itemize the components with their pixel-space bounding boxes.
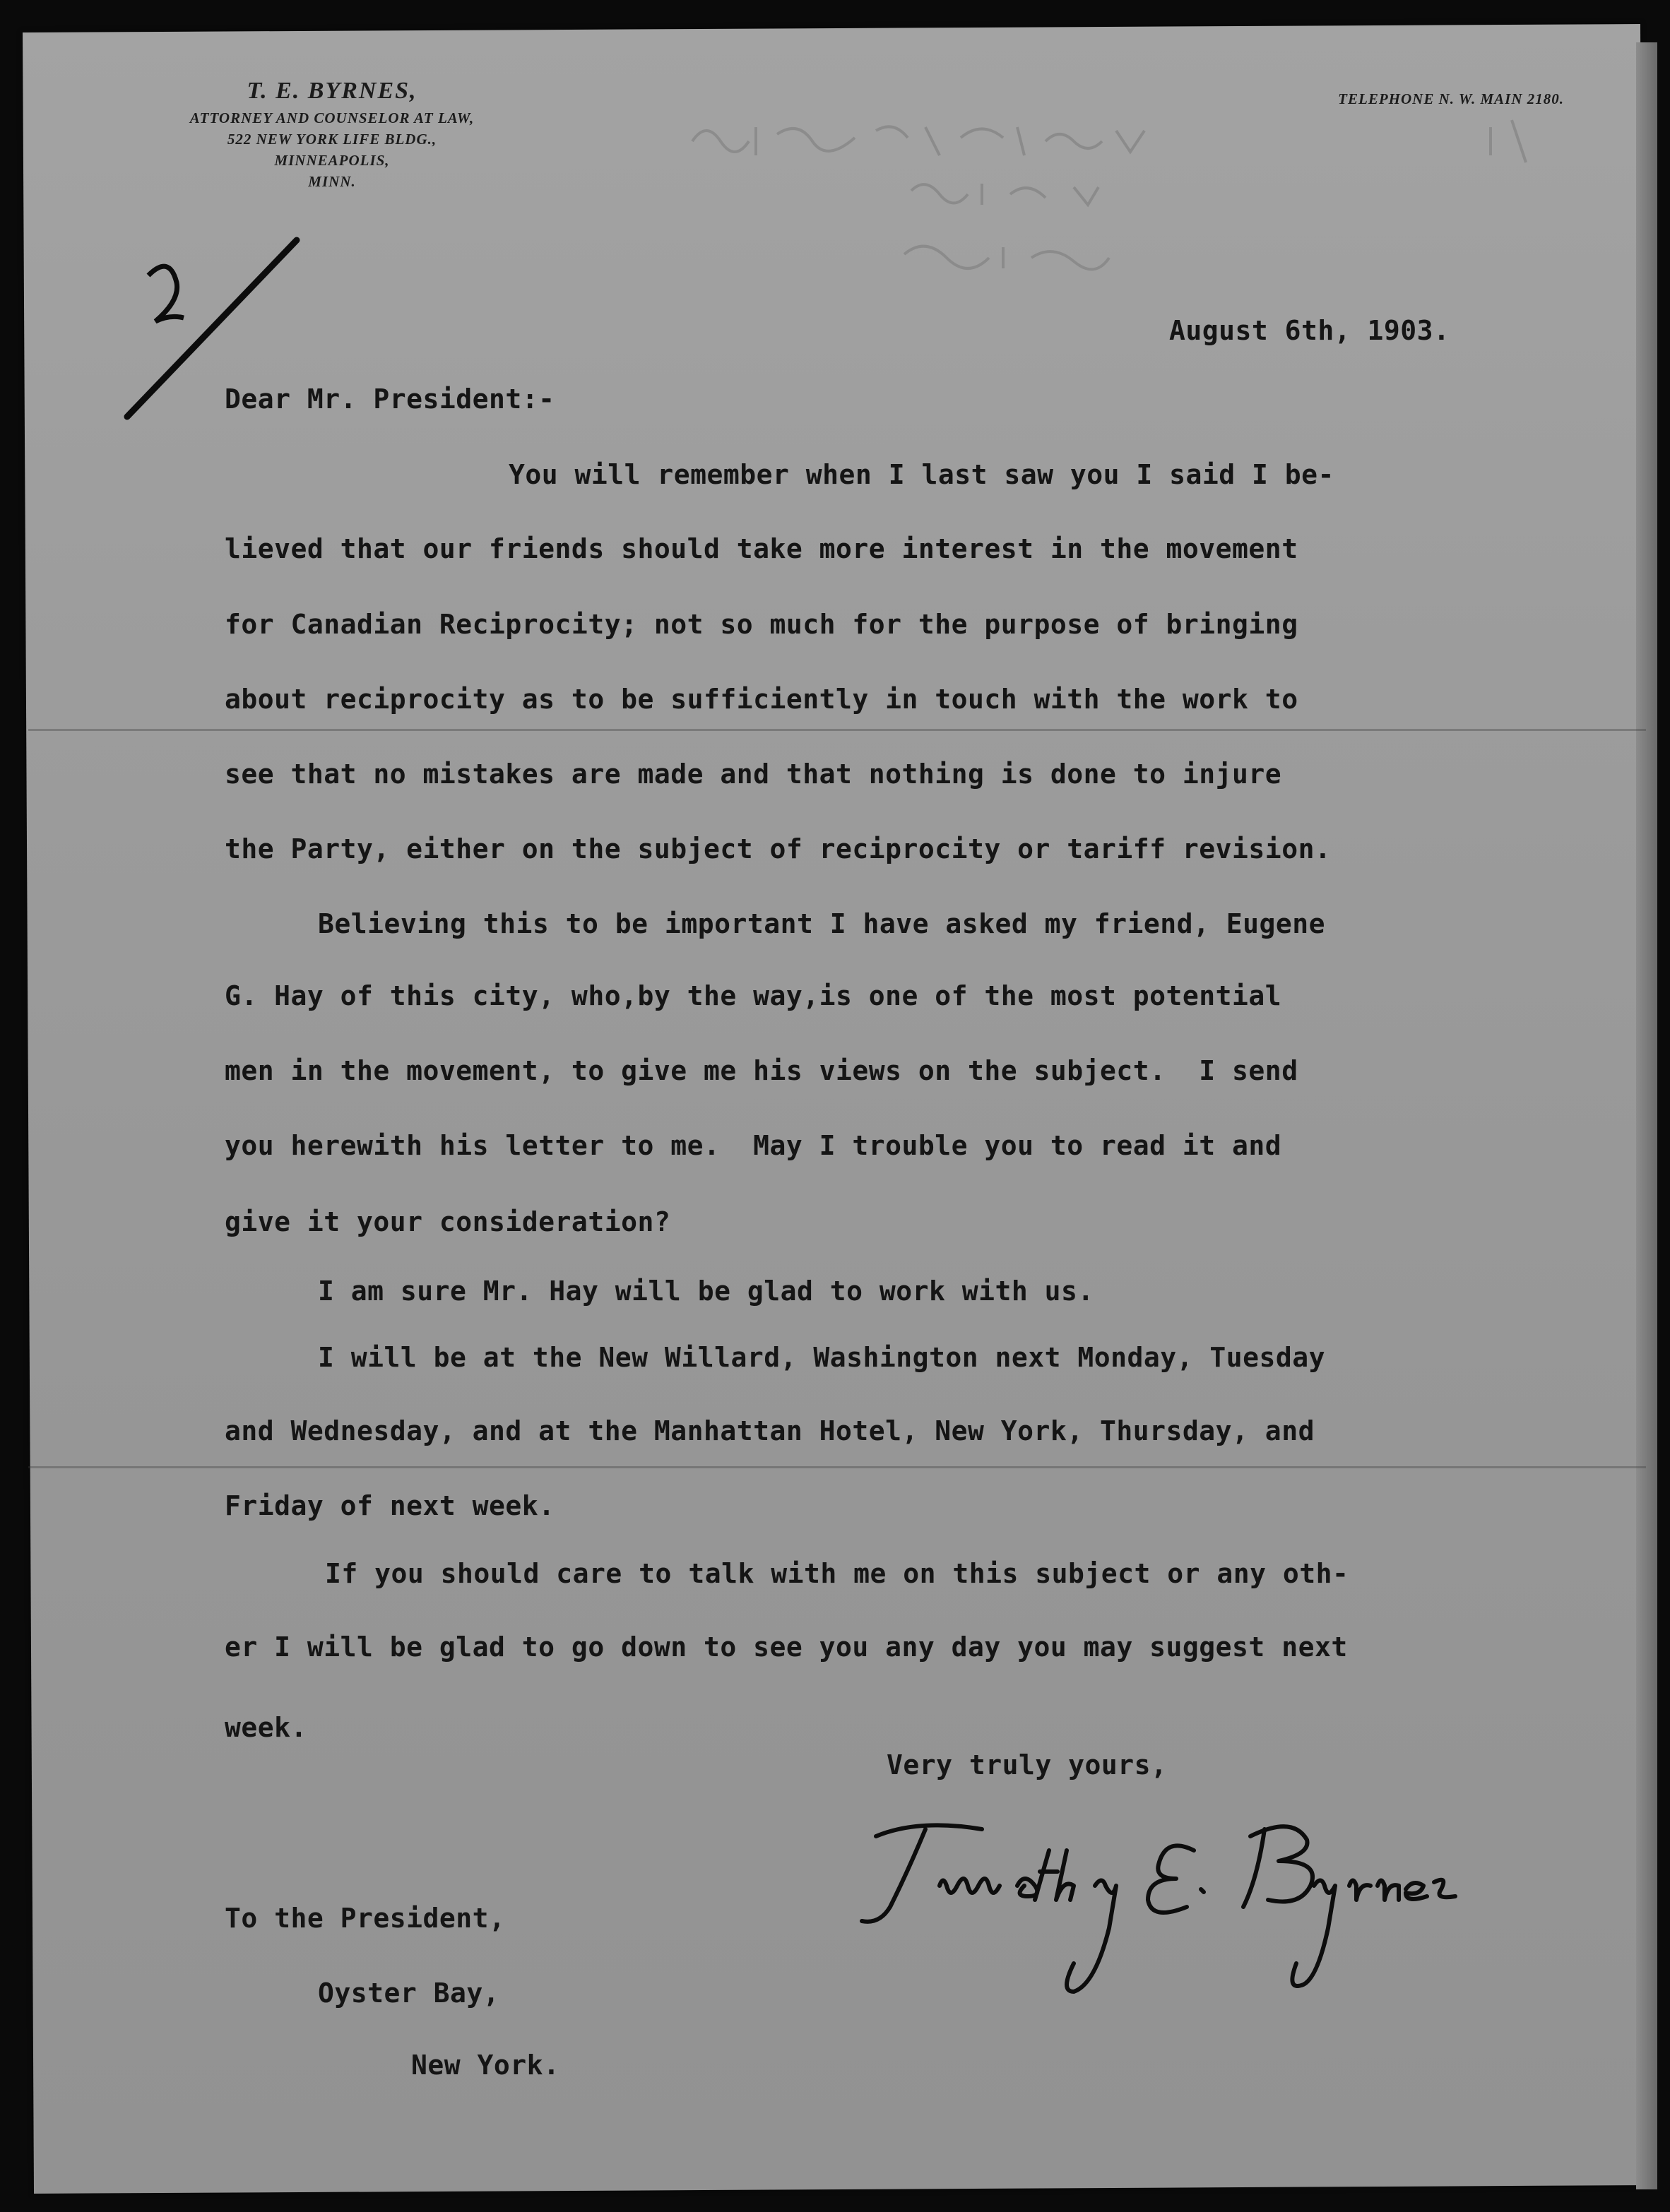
body-line: er I will be glad to go down to see you any day you may suggest next (225, 1631, 1348, 1663)
fold-line-lower (28, 1466, 1646, 1468)
body-line: I will be at the New Willard, Washington next Monday, Tuesday (318, 1342, 1326, 1373)
fold-line-upper (28, 729, 1646, 731)
body-line: for Canadian Reciprocity; not so much for the purpose of bringing (225, 609, 1298, 640)
body-line: week. (225, 1712, 307, 1743)
letterhead-telephone: TELEPHONE N. W. MAIN 2180. (1338, 90, 1564, 107)
body-line: If you should care to talk with me on this subject or any oth- (325, 1558, 1349, 1589)
body-line: about reciprocity as to be sufficiently in touch with the work to (225, 684, 1298, 715)
body-line: give it your consideration? (225, 1206, 671, 1237)
body-line: You will remember when I last saw you I said I be- (509, 459, 1334, 490)
marginal-number-text: 2 (106, 233, 107, 234)
body-line: see that no mistakes are made and that nothing is done to injure (225, 759, 1282, 790)
recipient-line-2: Oyster Bay, (318, 1978, 500, 2009)
handwritten-signature (855, 1808, 1575, 2020)
body-line: lieved that our friends should take more interest in the movement (225, 533, 1298, 564)
letterhead-city: MINNEAPOLIS, (274, 152, 390, 169)
salutation: Dear Mr. President:- (225, 383, 555, 415)
recipient-line-3: New York. (411, 2050, 560, 2081)
letter-date: August 6th, 1903. (1169, 315, 1450, 346)
body-line: G. Hay of this city, who,by the way,is one of the most potential (225, 980, 1282, 1011)
letterhead-state: MINN. (308, 173, 356, 190)
signature-text: Timothy E. Byrnes (855, 1808, 860, 1809)
body-line: Friday of next week. (225, 1490, 555, 1521)
body-line: and Wednesday, and at the Manhattan Hotel, New York, Thursday, and (225, 1415, 1315, 1446)
body-line: Believing this to be important I have asked my friend, Eugene (318, 908, 1326, 939)
body-line: men in the movement, to give me his views on the subject. I send (225, 1055, 1298, 1086)
body-line: the Party, either on the subject of reciprocity or tariff revision. (225, 833, 1332, 864)
letterhead (120, 78, 544, 192)
paper-edge (1636, 42, 1657, 2189)
body-line: I am sure Mr. Hay will be glad to work with us. (318, 1276, 1094, 1307)
letterhead-address: 522 NEW YORK LIFE BLDG., (227, 131, 437, 148)
letterhead-title: ATTORNEY AND COUNSELOR AT LAW, (189, 109, 475, 126)
recipient-line-1: To the President, (225, 1903, 506, 1934)
body-line: you herewith his letter to me. May I trouble you to read it and (225, 1130, 1282, 1161)
letterhead-name: T. E. BYRNES, (247, 78, 418, 104)
closing: Very truly yours, (887, 1749, 1168, 1780)
